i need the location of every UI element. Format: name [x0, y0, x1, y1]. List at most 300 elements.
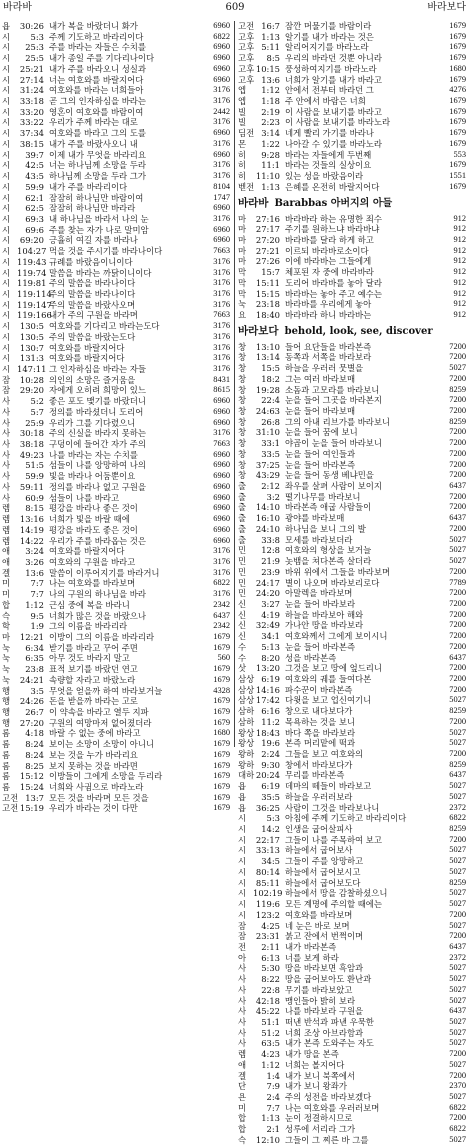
strong-number: 5027 [449, 974, 466, 984]
verse-ref: 33:1 [261, 438, 280, 449]
strong-number: 6437 [449, 1006, 466, 1016]
verse-ref: 8:5 [266, 53, 280, 64]
context-text: 눈을 들어 바라보매 [285, 406, 356, 416]
verse-ref: 59:11 [19, 481, 44, 492]
verse-ref: 8:22 [261, 974, 280, 985]
book-abbrev: 시 [2, 310, 11, 321]
context-text: 모든 것을 바라며 모든 것을 [49, 792, 149, 803]
strong-number: 6960 [213, 417, 230, 427]
verse-ref: 5:7 [30, 406, 44, 417]
context-text: 하나님을 보니 그의 발 [285, 523, 366, 534]
strong-number: 1679 [213, 782, 230, 792]
verse-ref: 6:19 [261, 673, 280, 684]
book-abbrev: 시 [2, 96, 11, 107]
strong-number: 6437 [213, 610, 230, 620]
context-text: 우리가 그를 기다렸으니 [49, 417, 136, 428]
strong-number: 6437 [449, 513, 466, 523]
strong-number: 912 [453, 234, 466, 244]
strong-number: 6822 [449, 813, 466, 823]
concordance-entry [238, 460, 466, 471]
concordance-entry [238, 899, 466, 910]
concordance-entry [238, 620, 466, 631]
concordance-entry [238, 182, 466, 193]
concordance-entry [238, 856, 466, 867]
context-text: 너는 하나님께 소망을 두라 [49, 160, 146, 171]
book-abbrev: 슥 [2, 610, 11, 621]
book-abbrev: 시 [238, 888, 247, 899]
book-abbrev: 삼하 [238, 706, 255, 717]
context-text: 바라바는 놓아 주고 예수는 [285, 288, 382, 299]
book-abbrev: 시 [2, 224, 11, 235]
concordance-entry [238, 931, 466, 942]
context-text: 여호와를 바랄지어다 [49, 342, 125, 353]
book-abbrev: 마 [238, 224, 247, 235]
verse-ref: 23:8 [25, 664, 44, 675]
verse-ref: 7:7 [30, 578, 44, 589]
concordance-entry [2, 300, 230, 311]
strong-number: 6437 [449, 941, 466, 951]
verse-ref: 24:21 [19, 674, 44, 685]
context-text: 의인의 소망은 즐거움을 [49, 374, 136, 385]
book-abbrev: 빌 [238, 117, 247, 128]
concordance-entry [238, 921, 466, 932]
verse-ref: 15:11 [255, 277, 280, 288]
book-abbrev: 시 [2, 171, 11, 182]
concordance-entry [238, 214, 466, 225]
concordance-entry [2, 375, 230, 386]
context-text: 야곱이 눈을 들어 바라보니 [285, 438, 382, 449]
strong-number: 7200 [449, 588, 466, 598]
concordance-entry [238, 706, 466, 717]
strong-number: 912 [453, 267, 466, 277]
context-text: 바라본즉 애굽 사람들이 [285, 502, 372, 513]
concordance-entry [238, 610, 466, 621]
verse-ref: 13:10 [255, 341, 280, 352]
strong-number: 8104 [213, 181, 230, 191]
strong-number: 912 [453, 245, 466, 255]
verse-ref: 13:7 [25, 792, 44, 803]
concordance-entry [2, 75, 230, 86]
concordance-entry [2, 428, 230, 439]
verse-ref: 26:8 [261, 416, 280, 427]
verse-ref: 43:5 [25, 171, 44, 182]
context-text: 목욕하는 것을 보니 [285, 716, 356, 727]
context-text: 이르되 바라바로소이다 [285, 245, 369, 256]
strong-number: 3176 [213, 342, 230, 352]
book-abbrev: 합 [238, 1124, 247, 1135]
strong-number: 7200 [449, 1113, 466, 1123]
strong-number: 5027 [449, 791, 466, 801]
strong-number: 5027 [449, 866, 466, 876]
strong-number: 912 [453, 277, 466, 287]
verse-ref: 1:12 [261, 85, 280, 96]
book-abbrev: 요 [238, 309, 247, 320]
concordance-entry [2, 364, 230, 375]
verse-ref: 60:9 [25, 492, 44, 503]
concordance-entry [238, 85, 466, 96]
book-abbrev: 욥 [238, 791, 247, 802]
concordance-entry [238, 1071, 466, 1082]
strong-number: 5027 [449, 1059, 466, 1069]
context-text: 근심 중에 복을 바라니 [49, 599, 130, 610]
book-abbrev: 민 [238, 545, 247, 556]
book-abbrev: 수 [238, 641, 247, 652]
concordance-entry [2, 117, 230, 128]
context-text: 나는 여호와를 우러러보며 [285, 1102, 380, 1113]
context-text: 바다 쪽을 바라보라 [285, 727, 356, 738]
book-abbrev: 시 [2, 353, 11, 364]
verse-ref: 119:166 [17, 310, 52, 321]
concordance-entry [2, 160, 230, 171]
concordance-entry [2, 450, 230, 461]
verse-ref: 42:18 [255, 995, 280, 1006]
context-text: 모든 계명에 주의할 때에는 [285, 899, 382, 910]
verse-ref: 25:5 [25, 53, 44, 64]
strong-number: 3176 [213, 278, 230, 288]
concordance-entry [2, 53, 230, 64]
book-abbrev: 고후 [238, 63, 255, 74]
book-abbrev: 행 [2, 696, 11, 707]
concordance-entry [238, 985, 466, 996]
context-text: 말씀을 바라는 까닭이니이다 [49, 267, 152, 278]
strong-number: 7200 [449, 395, 466, 405]
context-text: 영혼이 여호와를 바람이여 [49, 106, 144, 117]
context-text: 눈을 들어 그곳을 바라본지 [285, 395, 382, 406]
context-text: 알기를 내가 바라는 것은 [285, 31, 374, 42]
verse-ref: 24:10 [255, 523, 280, 534]
verse-ref: 104:27 [17, 246, 47, 257]
context-text: 좌우를 살펴 사람이 보이지 [285, 481, 382, 492]
context-text: 그는 여러 바라보매 [285, 373, 356, 384]
strong-number: 6960 [213, 471, 230, 481]
concordance-entry [2, 728, 230, 739]
context-text: 이 약속을 바라고 열두 지파 [49, 707, 149, 717]
context-text: 동쪽과 서쪽을 바라보라 [285, 352, 372, 363]
book-abbrev: 눅 [2, 642, 11, 653]
strong-number: 3176 [213, 288, 230, 298]
strong-number: 7663 [213, 246, 230, 256]
concordance-entry [238, 96, 466, 107]
strong-number: 5027 [449, 727, 466, 737]
verse-ref: 51:2 [261, 1027, 280, 1038]
book-abbrev: 시 [238, 845, 247, 856]
book-abbrev: 학 [2, 621, 11, 632]
verse-ref: 37:34 [19, 128, 44, 139]
context-text: 여호와의 형상을 보거늘 [285, 545, 372, 556]
strong-number: 3176 [213, 117, 230, 127]
concordance-entry [2, 203, 230, 214]
context-text: 주기를 원하느냐 바라바냐 [285, 224, 380, 235]
verse-ref: 2:24 [261, 749, 280, 759]
context-text: 정의를 바라나 없고 구원을 [49, 481, 146, 492]
verse-ref: 11:1 [261, 160, 280, 171]
concordance-entry [2, 578, 230, 589]
book-abbrev: 눅 [2, 674, 11, 685]
book-abbrev: 고전 [238, 21, 255, 31]
concordance-entry [2, 289, 230, 300]
concordance-entry [2, 64, 230, 75]
concordance-entry [2, 246, 230, 257]
strong-number: 8431 [213, 374, 230, 384]
context-text: 성을 바라본즉 [285, 652, 337, 663]
verse-ref: 21:9 [261, 556, 280, 567]
context-text: 바랄 수 없는 중에 바라고 [49, 728, 141, 739]
strong-number: 3176 [213, 160, 230, 170]
book-abbrev: 고후 [238, 74, 255, 85]
book-abbrev: 시 [2, 246, 11, 257]
header-right-guide-word: 바라보다 [427, 2, 466, 13]
book-abbrev: 고전 [2, 792, 19, 803]
book-abbrev: 고후 [238, 53, 255, 64]
strong-number: 7200 [449, 352, 466, 362]
strong-number: 7200 [449, 631, 466, 641]
verse-ref: 13:16 [19, 514, 44, 525]
strong-number: 5027 [449, 899, 466, 909]
concordance-entry [2, 460, 230, 471]
concordance-entry [238, 1038, 466, 1049]
context-text: 체포된 자 중에 바라바라 [285, 267, 374, 278]
strong-number: 7200 [449, 459, 466, 469]
context-text: 그들이 나를 주목하여 보고 [285, 834, 382, 845]
book-abbrev: 시 [238, 877, 247, 888]
strong-number: 6960 [213, 514, 230, 524]
context-text: 너희가 알기를 내가 바라고 [285, 74, 382, 85]
strong-number: 6960 [213, 128, 230, 138]
strong-number: 7200 [449, 373, 466, 383]
context-text: 너희가 빛을 바랄 때에 [49, 514, 130, 525]
verse-ref: 3:26 [25, 556, 44, 567]
context-text: 주를 찾는 자가 나로 말미암 [49, 224, 149, 235]
book-abbrev: 히 [238, 171, 247, 182]
concordance-entry [2, 193, 230, 204]
context-text: 잠잠히 하나님만 바라라 [49, 203, 136, 214]
book-abbrev: 사 [238, 1006, 247, 1017]
verse-ref: 131:3 [19, 353, 44, 364]
strong-number: 1679 [449, 117, 466, 127]
context-text: 보는 것을 누가 바라리요 [49, 749, 138, 760]
verse-ref: 19:28 [255, 384, 280, 395]
page-header [0, 0, 470, 16]
concordance-entry [238, 996, 466, 1007]
concordance-entry [238, 578, 466, 589]
verse-ref: 19:6 [261, 738, 280, 749]
context-text: 주의 말씀을 바라나이다 [49, 288, 136, 299]
strong-number: 6822 [213, 31, 230, 41]
concordance-entry [238, 42, 466, 53]
book-abbrev: 시 [2, 138, 11, 149]
context-text: 그의 아내 리브가를 바라보니 [285, 416, 391, 427]
strong-number: 7200 [449, 598, 466, 608]
concordance-entry [238, 588, 466, 599]
verse-ref: 12:8 [261, 545, 280, 556]
concordance-entry [238, 64, 466, 75]
verse-ref: 45:22 [255, 1006, 280, 1017]
verse-ref: 33:5 [261, 448, 280, 459]
verse-ref: 4:19 [261, 609, 280, 620]
concordance-entry [2, 514, 230, 525]
verse-ref: 147:11 [17, 364, 47, 374]
context-text: 알리어지기를 바라노라 [285, 42, 369, 53]
concordance-entry [2, 493, 230, 504]
book-abbrev: 삼하 [238, 716, 255, 727]
context-text: 이에 바라바는 그들에게 [285, 256, 372, 267]
strong-number: 7200 [449, 673, 466, 683]
concordance-entry [238, 824, 466, 835]
context-text: 내가 주를 바라오니 성실과 [49, 63, 146, 74]
concordance-entry [2, 139, 230, 150]
concordance-entry [238, 653, 466, 664]
concordance-entry [2, 557, 230, 568]
verse-ref: 6:34 [25, 642, 44, 653]
context-text: 맹인들아 밝히 보라 [285, 995, 356, 1006]
strong-number: 5027 [449, 920, 466, 930]
strong-number: 1679 [213, 642, 230, 652]
book-abbrev: 창 [238, 470, 247, 481]
concordance-entry [238, 438, 466, 449]
book-abbrev: 렘 [2, 535, 11, 546]
concordance-entry [238, 1017, 466, 1028]
book-abbrev: 시 [2, 149, 11, 160]
verse-ref: 119:81 [17, 278, 47, 289]
concordance-entry [238, 1028, 466, 1039]
book-abbrev: 대하 [238, 770, 255, 781]
strong-number: 7200 [449, 716, 466, 726]
book-abbrev: 시 [2, 42, 11, 53]
verse-ref: 119:114 [17, 288, 52, 299]
verse-ref: 23:31 [255, 931, 280, 942]
strong-number: 8615 [213, 385, 230, 395]
strong-number: 7200 [449, 663, 466, 673]
concordance-entry [238, 631, 466, 642]
strong-number: 5027 [449, 995, 466, 1005]
concordance-entry [238, 942, 466, 953]
concordance-entry [2, 632, 230, 643]
strong-number: 3176 [213, 556, 230, 566]
concordance-entry [2, 707, 230, 718]
context-text: 내가 본즉 도와주는 자도 [285, 1038, 374, 1049]
concordance-entry [238, 556, 466, 567]
book-abbrev: 삿 [238, 663, 247, 674]
verse-ref: 9:28 [261, 149, 280, 160]
verse-ref: 16:10 [255, 513, 280, 524]
verse-ref: 20:24 [255, 770, 280, 781]
context-text: 여호와를 바랄지어다 [49, 546, 125, 557]
context-text: 여호와를 바라는 너희들아 [49, 85, 144, 96]
strong-number: 1679 [213, 739, 230, 749]
concordance-entry [2, 418, 230, 429]
concordance-entry [2, 385, 230, 396]
verse-ref: 16:7 [261, 21, 280, 31]
verse-ref: 25:21 [19, 63, 44, 74]
context-text: 주의 말씀을 바라나이다 [49, 278, 136, 289]
context-text: 하늘을 우러러 뭇별을 [285, 363, 364, 374]
concordance-entry [2, 128, 230, 139]
verse-ref: 6:16 [261, 706, 280, 717]
book-abbrev: 신 [238, 598, 247, 609]
context-text: 바위 위에서 그들을 바라보며 [285, 566, 391, 577]
strong-number: 1679 [213, 664, 230, 674]
book-abbrev: 엡 [238, 85, 247, 96]
concordance-entry [238, 888, 466, 899]
context-text: 데마의 떼들이 바라보고 [285, 781, 372, 792]
verse-ref: 27:14 [19, 74, 44, 85]
context-text: 평강을 바라나 좋은 것이 [49, 503, 138, 514]
strong-number: 7200 [449, 341, 466, 351]
context-text: 내 하나님을 바라서 나의 눈 [49, 213, 149, 224]
context-text: 먹을 것을 주시기를 바라나이다 [49, 246, 163, 257]
verse-ref: 1:18 [261, 96, 280, 107]
concordance-entry [2, 568, 230, 579]
concordance-entry [238, 867, 466, 878]
context-text: 우리가 주께 바라는 대로 [49, 117, 138, 128]
context-text: 내가 종일 주를 기다리나이다 [49, 53, 155, 64]
book-abbrev: 벧전 [238, 181, 255, 192]
verse-ref: 15:7 [261, 267, 280, 278]
verse-ref: 10:15 [255, 63, 280, 74]
context-text: 너는 여호와를 바랄지어다 [49, 74, 144, 85]
verse-ref: 63:5 [261, 1038, 280, 1049]
book-abbrev: 고전 [2, 803, 19, 814]
context-text: 내가 보니 북쪽에서 [285, 1070, 356, 1081]
book-abbrev: 욥 [2, 21, 11, 31]
book-abbrev: 욥 [238, 802, 247, 813]
book-abbrev: 시 [238, 813, 247, 824]
verse-ref: 33:13 [255, 845, 280, 856]
concordance-entry [2, 96, 230, 107]
concordance-entry [238, 685, 466, 696]
book-abbrev: 민 [238, 577, 247, 588]
book-abbrev: 미 [2, 589, 11, 600]
book-abbrev: 시 [238, 909, 247, 920]
concordance-entry [2, 439, 230, 450]
concordance-entry [238, 160, 466, 171]
book-abbrev: 시 [2, 63, 11, 74]
verse-ref: 119:147 [17, 299, 52, 310]
context-text: 너희 조상 아브라함과 [285, 1027, 364, 1038]
book-abbrev: 고후 [238, 42, 255, 53]
verse-ref: 38:15 [19, 138, 44, 149]
strong-number: 912 [453, 256, 466, 266]
concordance-entry [238, 492, 466, 503]
verse-ref: 119:6 [255, 899, 280, 910]
strong-number: 912 [453, 299, 466, 309]
concordance-entry [2, 32, 230, 43]
context-text: 바라바라 하니 바라바는 [285, 309, 372, 320]
verse-ref: 4:25 [261, 920, 280, 931]
strong-number: 1680 [449, 63, 466, 73]
page-number: 609 [225, 2, 245, 13]
context-text: 아무 것도 바라지 말고 [49, 653, 130, 664]
verse-ref: 24:17 [255, 577, 280, 588]
verse-ref: 2:11 [261, 941, 280, 952]
context-text: 바라는 자들에게 두번째 [285, 149, 372, 160]
strong-number: 8259 [449, 824, 466, 834]
book-abbrev: 시 [2, 364, 11, 374]
book-abbrev: 시 [238, 824, 247, 835]
verse-ref: 25:9 [25, 417, 44, 428]
context-text: 너희와 사귐으로 바라노라 [49, 782, 144, 793]
context-text: 여호와께서 그에게 보이시니 [285, 631, 388, 642]
context-text: 규례를 바랐음이니이다 [49, 256, 133, 267]
context-text: 긍휼히 여길 자를 바라나 [49, 235, 138, 246]
verse-ref: 1:12 [25, 599, 44, 610]
book-abbrev: 민 [238, 566, 247, 577]
strong-number: 1551 [449, 171, 466, 181]
book-abbrev: 행 [2, 707, 11, 717]
verse-ref: 36:25 [255, 802, 280, 813]
book-abbrev: 행 [2, 685, 11, 696]
strong-number: 7200 [449, 406, 466, 415]
